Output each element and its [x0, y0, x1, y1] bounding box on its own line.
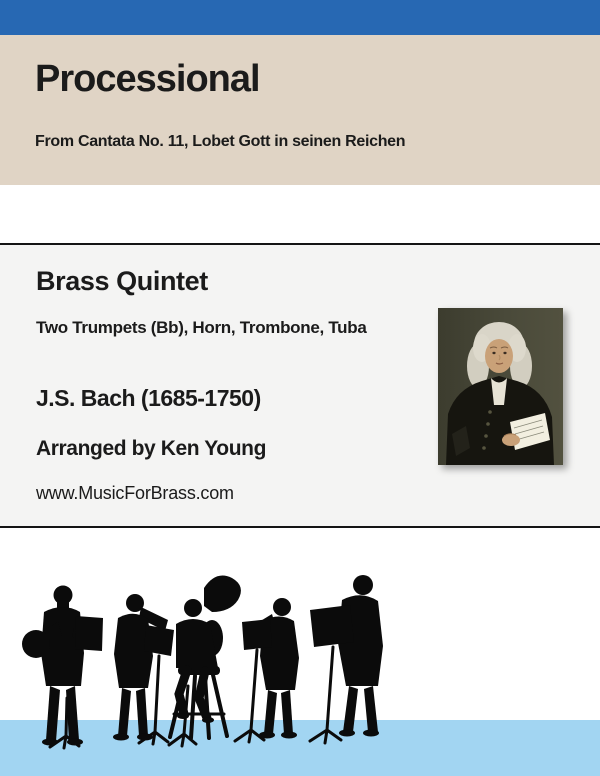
- bach-portrait-graphic: [438, 308, 563, 465]
- ground-band: [0, 720, 600, 776]
- page-title: Processional: [35, 58, 260, 100]
- top-accent-bar: [0, 0, 600, 35]
- bach-portrait-image: [438, 308, 563, 465]
- arranger-text: Arranged by Ken Young: [36, 437, 267, 460]
- bach-face: [485, 339, 513, 373]
- ensemble-heading: Brass Quintet: [36, 266, 208, 296]
- instrumentation-text: Two Trumpets (Bb), Horn, Trombone, Tuba: [36, 318, 367, 337]
- composer-text: J.S. Bach (1685-1750): [36, 385, 261, 411]
- illustration-area: [0, 528, 600, 776]
- website-link[interactable]: www.MusicForBrass.com: [36, 483, 234, 503]
- silhouette-trombone-player: [310, 575, 383, 743]
- brass-quintet-silhouettes-illustration: [0, 528, 600, 776]
- page-subtitle: From Cantata No. 11, Lobet Gott in seinen Reichen: [35, 133, 406, 150]
